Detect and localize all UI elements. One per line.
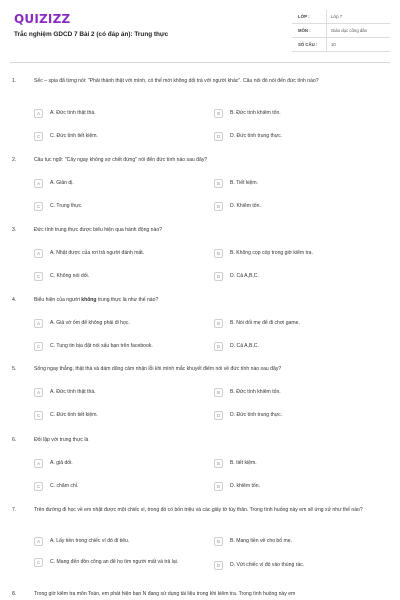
option-text: C. Đức tính tiết kiệm. xyxy=(50,412,98,418)
meta-label: MÔN : xyxy=(298,28,311,33)
option-letter-badge: B xyxy=(214,249,223,258)
option-letter-badge: D xyxy=(214,482,223,491)
question-text-part: trung thực là như thế nào? xyxy=(96,297,159,303)
question-text xyxy=(34,297,386,304)
option-a[interactable] xyxy=(34,180,185,188)
option-text: B. Nói dối mẹ để đi chơi game. xyxy=(230,320,300,326)
option-letter-badge: B xyxy=(214,109,223,118)
meta-info-box xyxy=(292,10,390,52)
question-number: 6. xyxy=(12,437,17,443)
option-letter-badge: C xyxy=(34,411,43,420)
option-letter-badge: A xyxy=(34,179,43,188)
option-text: D. Cả A,B,C. xyxy=(230,343,259,349)
option-c[interactable] xyxy=(34,133,185,141)
option-text: A. Giả vờ ốm để không phải đi học. xyxy=(50,320,130,326)
question-number: 4. xyxy=(12,297,17,303)
question-text-emphasis: không xyxy=(81,297,97,303)
option-letter-badge: B xyxy=(214,459,223,468)
option-letter-badge: A xyxy=(34,388,43,397)
option-letter-badge: A xyxy=(34,459,43,468)
option-d[interactable] xyxy=(214,203,365,211)
option-text: C. chăm chỉ. xyxy=(50,483,79,489)
option-a[interactable] xyxy=(34,110,185,118)
option-text: B. tiết kiệm. xyxy=(230,460,257,466)
option-text: A. Đức tính thật thà. xyxy=(50,110,96,116)
option-text: D. Khiêm tốn. xyxy=(230,203,261,209)
option-letter-badge: A xyxy=(34,319,43,328)
question-number: 5. xyxy=(12,366,17,372)
option-letter-badge: B xyxy=(214,388,223,397)
meta-row-subject xyxy=(292,24,390,38)
quizizz-logo: QUIZIZZ xyxy=(14,12,71,26)
option-b[interactable] xyxy=(214,110,365,118)
option-text: D. Đức tính trung thực. xyxy=(230,133,283,139)
option-letter-badge: B xyxy=(214,319,223,328)
option-letter-badge: C xyxy=(34,202,43,211)
option-text: B. Đức tính khiêm tốn. xyxy=(230,110,281,116)
question-text-part: Biểu hiện của người xyxy=(34,297,82,303)
option-text: B. Tiết kiệm. xyxy=(230,180,259,186)
option-b[interactable] xyxy=(214,460,365,468)
option-letter-badge: B xyxy=(214,537,223,546)
option-c[interactable] xyxy=(34,412,185,420)
question-number: 8. xyxy=(12,591,17,597)
option-letter-badge: D xyxy=(214,561,223,570)
option-text: A. Nhặt được của rơi trả người đánh mất. xyxy=(50,250,145,256)
option-letter-badge: D xyxy=(214,272,223,281)
option-d[interactable] xyxy=(214,133,365,141)
option-text: A. Đức tính thật thà. xyxy=(50,389,96,395)
option-a[interactable] xyxy=(34,460,185,468)
option-letter-badge: D xyxy=(214,132,223,141)
option-d[interactable] xyxy=(214,412,365,420)
option-a[interactable] xyxy=(34,250,185,258)
option-text: D. Cả A,B,C. xyxy=(230,273,259,279)
option-d[interactable] xyxy=(214,562,365,570)
option-text: D. Vứt chiếc ví đó vào thùng rác. xyxy=(230,562,305,568)
question-text: Trên đường đi học về em nhặt được một chiếc ví, trong đó có bốn triệu và các giấy tờ tùy thân. Trong tình huống này em sẽ ứng xử như thế nào? xyxy=(34,507,363,513)
option-text: B. Đức tính khiêm tốn. xyxy=(230,389,281,395)
option-c[interactable] xyxy=(34,273,185,281)
page-title: Trắc nghiệm GDCD 7 Bài 2 (có đáp án): Trung thực xyxy=(14,31,169,38)
option-a[interactable] xyxy=(34,389,185,397)
question-number: 2. xyxy=(12,157,17,163)
option-b[interactable] xyxy=(214,320,365,328)
meta-value: 10 xyxy=(326,38,390,51)
meta-row-count xyxy=(292,38,390,52)
option-b[interactable] xyxy=(214,180,365,188)
option-text: A. giả dối. xyxy=(50,460,73,466)
option-c[interactable] xyxy=(34,343,185,351)
meta-row-class xyxy=(292,10,390,24)
option-text: B. Mang tiền về cho bố mẹ. xyxy=(230,538,293,544)
option-letter-badge: A xyxy=(34,537,43,546)
option-letter-badge: C xyxy=(34,132,43,141)
option-text: C. Đức tính tiết kiệm. xyxy=(50,133,98,139)
header-divider xyxy=(10,62,390,63)
option-letter-badge: B xyxy=(214,179,223,188)
option-letter-badge: D xyxy=(214,342,223,351)
option-text: C. Mang đến đồn công an để họ tìm người mất và trả lại. xyxy=(50,559,179,565)
option-text: A. Giản dị. xyxy=(50,180,74,186)
meta-label: LỚP : xyxy=(298,14,310,19)
option-c[interactable] xyxy=(34,203,185,211)
option-text: C. Trung thực. xyxy=(50,203,83,209)
option-c[interactable] xyxy=(34,483,185,491)
option-letter-badge: A xyxy=(34,109,43,118)
question-text: Đức tính trung thực được biểu hiện qua hành động nào? xyxy=(34,227,162,233)
option-d[interactable] xyxy=(214,343,365,351)
question-text: Câu tục ngữ: "Cây ngay không sợ chết đứng" nói đến đức tính nào sau đây? xyxy=(34,157,208,163)
option-text: D. Đức tính trung thực. xyxy=(230,412,283,418)
meta-value: Giáo dục công dân xyxy=(326,24,390,37)
option-letter-badge: C xyxy=(34,272,43,281)
option-letter-badge: C xyxy=(34,342,43,351)
meta-value: Lớp 7 xyxy=(326,10,390,23)
question-text: Sếc – xpia đã từng nói: "Phải thành thật với mình, có thế mới không dối trá với người khác". Câu nói đó nói đến đức tính nào? xyxy=(34,78,319,84)
option-b[interactable] xyxy=(214,389,365,397)
option-text: A. Lấy tiền trong chiếc ví đó đi tiêu. xyxy=(50,538,130,544)
document-header xyxy=(0,0,400,62)
option-text: D. khiêm tốn. xyxy=(230,483,261,489)
option-letter-badge: A xyxy=(34,249,43,258)
option-text: B. Không cọp cóp trong giờ kiểm tra. xyxy=(230,250,313,256)
option-d[interactable] xyxy=(214,273,365,281)
question-text: Trong giờ kiểm tra môn Toán, em phát hiện bạn N đang sử dụng tài liệu trong khi kiểm tra. Trong tình huống này em xyxy=(34,591,296,597)
option-text: C. Tung tin bịa đặt nói xấu bạn trên facebook. xyxy=(50,343,153,349)
option-letter-badge: D xyxy=(214,202,223,211)
option-letter-badge: D xyxy=(214,411,223,420)
question-number: 1. xyxy=(12,78,17,84)
option-b[interactable] xyxy=(214,250,365,258)
option-a[interactable] xyxy=(34,538,185,546)
question-number: 7. xyxy=(12,507,17,513)
option-text: C. Không nói dối. xyxy=(50,273,90,279)
option-a[interactable] xyxy=(34,320,185,328)
question-text: Đối lập với trung thực là xyxy=(34,437,89,443)
meta-label: SỐ CÂU : xyxy=(298,42,318,47)
option-letter-badge: C xyxy=(34,558,43,567)
question-text: Sống ngay thẳng, thật thà và dám dũng cảm nhận lỗi khi mình mắc khuyết điểm nói về đức tính nào sau đây? xyxy=(34,366,282,372)
option-b[interactable] xyxy=(214,538,365,546)
option-c[interactable] xyxy=(34,559,185,567)
question-number: 3. xyxy=(12,227,17,233)
option-d[interactable] xyxy=(214,483,365,491)
option-letter-badge: C xyxy=(34,482,43,491)
